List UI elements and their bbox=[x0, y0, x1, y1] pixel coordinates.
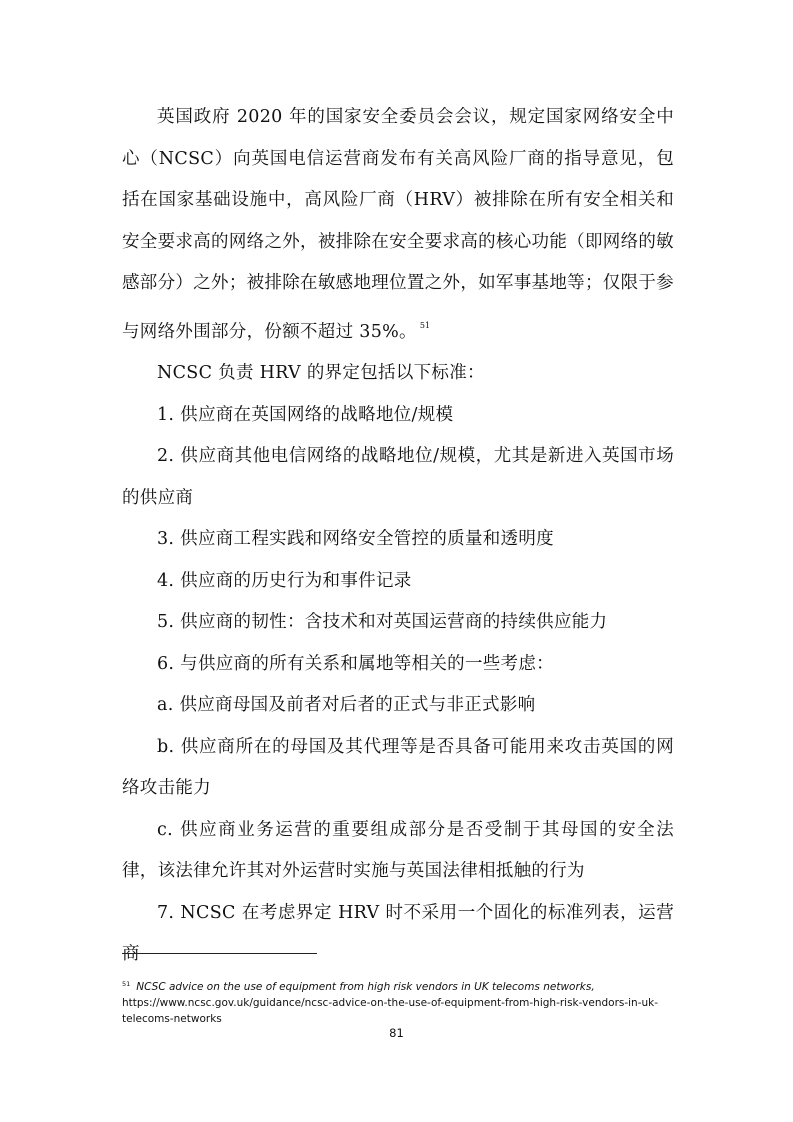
list-item-7: 7. NCSC 在考虑界定 HRV 时不采用一个固化的标准列表，运营商 bbox=[122, 902, 674, 964]
paragraph-intro-text: 英国政府 2020 年的国家安全委员会会议，规定国家网络安全中心（NCSC）向英国电信运营商发布有关高风险厂商的指导意见，包括在国家基础设施中，高风险厂商（HRV）被排除在所有安全相关和安全要求高的网络之外，被排除在安全要求高的核心功能（即网络的敏感部分）之外；被排除在敏感地理位置之外，如军事基地等；仅限于参与网络外围部分，份额不超过 35%。 bbox=[122, 107, 674, 342]
sub-item-b: b. 供应商所在的母国及其代理等是否具备可能用来攻击英国的网络攻击能力 bbox=[122, 736, 674, 798]
paragraph-intro bbox=[122, 97, 674, 353]
body-text bbox=[122, 97, 674, 976]
list-item-2: 2. 供应商其他电信网络的战略地位/规模，尤其是新进入英国市场的供应商 bbox=[122, 446, 674, 508]
footnote-url[interactable]: https://www.ncsc.gov.uk/guidance/ncsc-advice-on-the-use-of-equipment-from-high-risk-vendors-in-uk-telecoms-networks bbox=[122, 997, 659, 1025]
footnote-title: NCSC advice on the use of equipment from high risk vendors in UK telecoms networks, bbox=[136, 981, 595, 993]
list-item-6: 6. 与供应商的所有关系和属地等相关的一些考虑： bbox=[157, 653, 554, 674]
paragraph-criteria-heading: NCSC 负责 HRV 的界定包括以下标准： bbox=[157, 363, 485, 383]
footnote bbox=[122, 976, 682, 1027]
footnote-divider bbox=[122, 953, 317, 954]
sub-item-c: c. 供应商业务运营的重要组成部分是否受制于其母国的安全法律，该法律允许其对外运营时实施与英国法律相抵触的行为 bbox=[122, 819, 674, 881]
list-item-4: 4. 供应商的历史行为和事件记录 bbox=[157, 570, 412, 591]
footnote-reference: 51 bbox=[419, 320, 431, 330]
page-number: 81 bbox=[389, 1026, 404, 1040]
list-item-5: 5. 供应商的韧性：含技术和对英国运营商的持续供应能力 bbox=[157, 612, 608, 632]
list-item-3: 3. 供应商工程实践和网络安全管控的质量和透明度 bbox=[157, 529, 554, 549]
sub-item-a: a. 供应商母国及前者对后者的正式与非正式影响 bbox=[157, 695, 536, 715]
list-item-1: 1. 供应商在英国网络的战略地位/规模 bbox=[157, 404, 454, 425]
footnote-marker: 51 bbox=[122, 980, 131, 988]
